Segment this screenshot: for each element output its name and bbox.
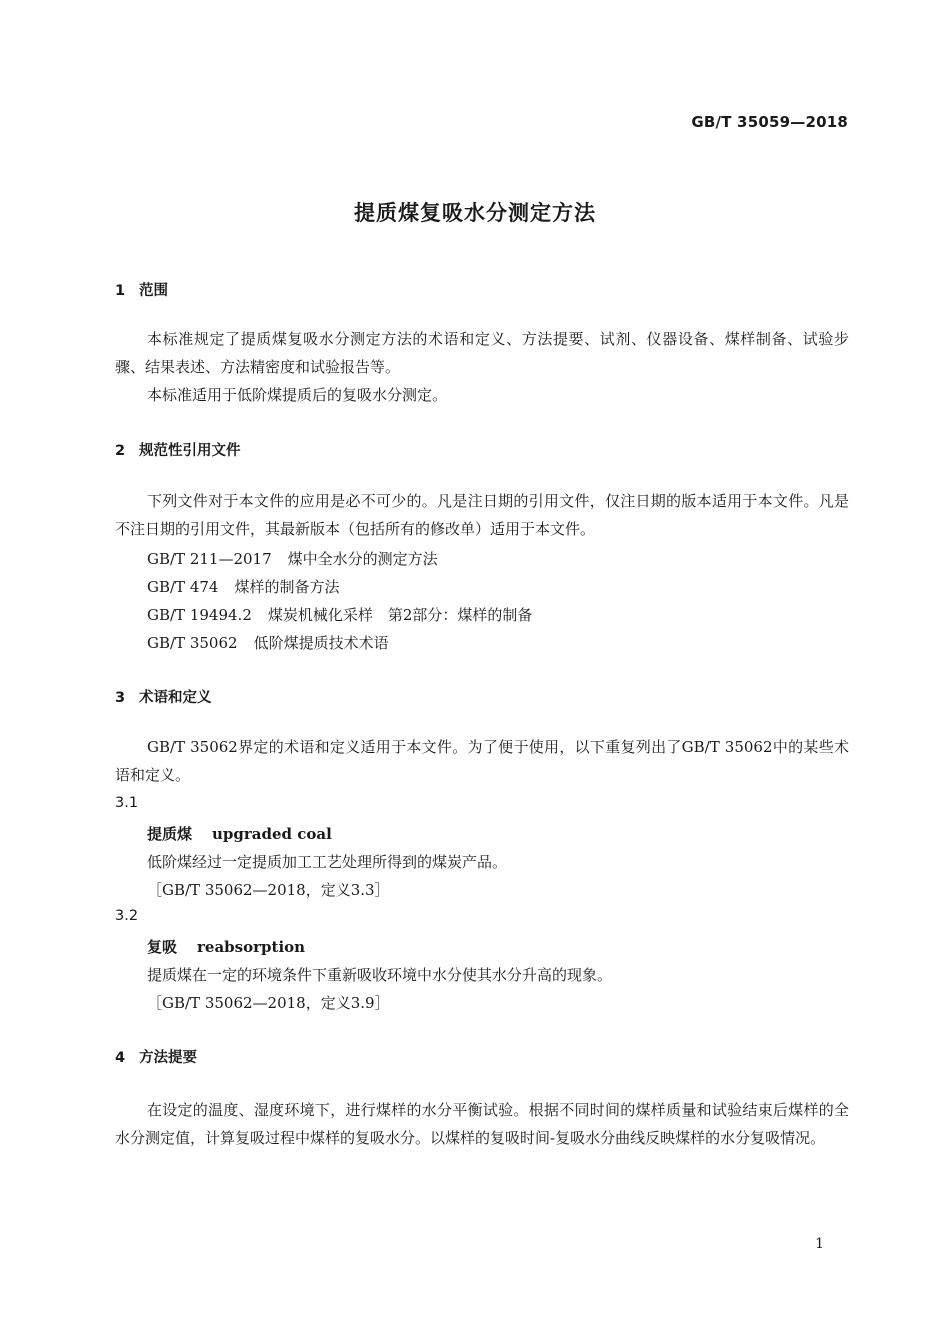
paragraph: 本标准适用于低阶煤提质后的复吸水分测定。 [147,386,448,404]
section-heading-terms-definitions [115,686,212,707]
term-source: ［GB/T 35062—2018，定义3.3］ [147,881,390,899]
section-number: 4 [115,1050,126,1066]
reference-code: GB/T 19494.2 [147,606,252,624]
section-number: 1 [115,283,126,299]
section-number: 3 [115,690,126,706]
paragraph: 下列文件对于本文件的应用是必不可少的。凡是注日期的引用文件，仅注日期的版本适用于本文件。凡是不注日期的引用文件，其最新版本（包括所有的修改单）适用于本文件。 [115,492,849,538]
paragraph: 本标准规定了提质煤复吸水分测定方法的术语和定义、方法提要、试剂、仪器设备、煤样制备、试验步骤、结果表述、方法精密度和试验报告等。 [115,330,849,376]
page-number: 1 [815,1236,824,1252]
term-definition: 低阶煤经过一定提质加工工艺处理所得到的煤炭产品。 [147,853,508,871]
term-entry [147,823,332,844]
reference-name: 煤样的制备方法 [234,578,340,596]
section-heading-method-summary [115,1046,197,1067]
standard-number: GB/T 35059—2018 [691,113,848,131]
section-number: 2 [115,443,126,459]
term-definition: 提质煤在一定的环境条件下重新吸收环境中水分使其水分升高的现象。 [147,966,613,984]
term-chinese: 复吸 [147,938,178,956]
term-number: 3.2 [115,908,139,924]
term-number: 3.1 [115,795,139,811]
section-title: 规范性引用文件 [139,443,241,459]
paragraph: 在设定的温度、湿度环境下，进行煤样的水分平衡试验。根据不同时间的煤样质量和试验结束后煤样的全水分测定值，计算复吸过程中煤样的复吸水分。以煤样的复吸时间-复吸水分曲线反映煤样的水分复吸情况。 [115,1101,849,1147]
reference-code: GB/T 35062 [147,634,238,652]
term-english: reabsorption [197,938,306,956]
section-title: 范围 [139,283,168,299]
paragraph: GB/T 35062界定的术语和定义适用于本文件。为了便于使用，以下重复列出了GB/T 35062中的某些术语和定义。 [115,738,849,784]
reference-name: 低阶煤提质技术术语 [253,634,389,652]
reference-item [147,576,339,597]
section-title: 术语和定义 [139,690,212,706]
reference-item [147,632,389,653]
term-chinese: 提质煤 [147,825,193,843]
reference-name: 煤中全水分的测定方法 [287,550,438,568]
reference-name: 煤炭机械化采样 第2部分：煤样的制备 [267,606,533,624]
section-heading-scope [115,279,168,300]
reference-item [147,548,438,569]
section-title: 方法提要 [139,1050,197,1066]
term-source: ［GB/T 35062—2018，定义3.9］ [147,994,390,1012]
reference-item [147,604,532,625]
document-title: 提质煤复吸水分测定方法 [354,201,596,225]
reference-code: GB/T 211—2017 [147,550,272,568]
section-heading-normative-references [115,439,241,460]
reference-code: GB/T 474 [147,578,219,596]
term-english: upgraded coal [212,825,332,843]
term-entry [147,936,305,957]
